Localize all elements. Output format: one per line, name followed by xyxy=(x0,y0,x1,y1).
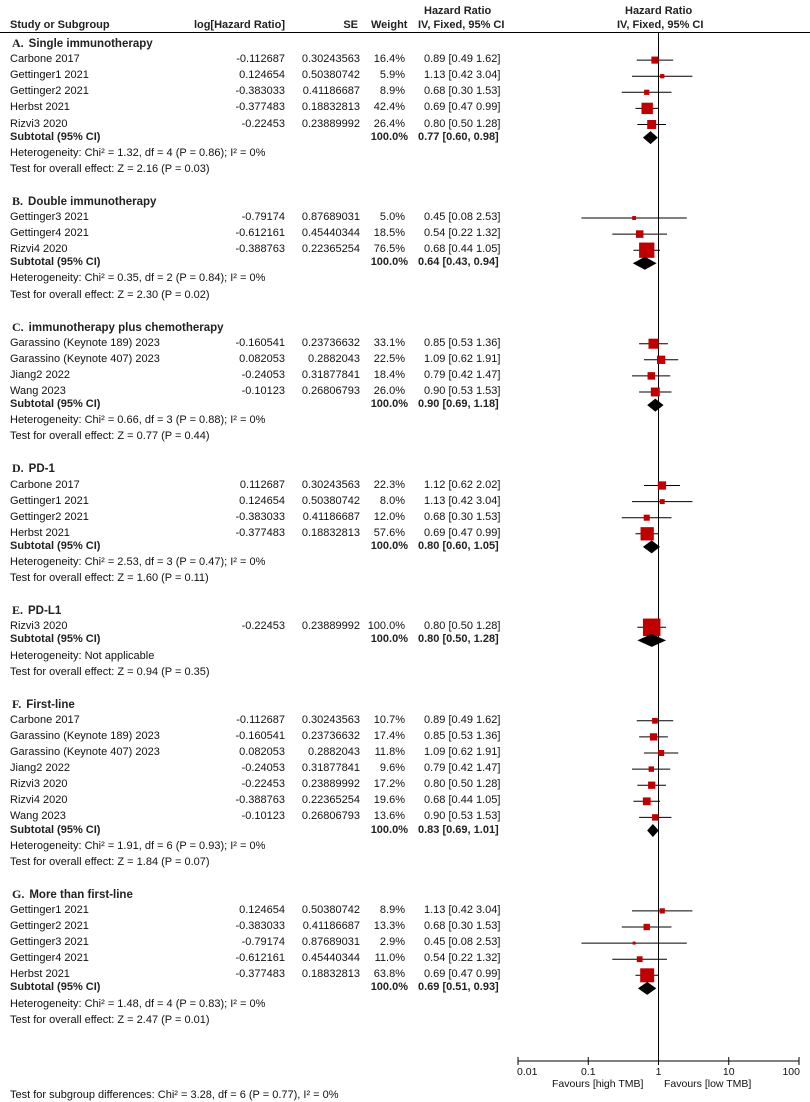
study-hr-ci: 0.90 [0.53 1.53] xyxy=(424,385,501,397)
study-loghr: -0.612161 xyxy=(235,227,285,240)
study-name: Gettinger4 2021 xyxy=(10,227,89,240)
study-weight: 19.6% xyxy=(373,794,405,807)
study-name: Gettinger4 2021 xyxy=(10,952,89,965)
study-se: 0.41186687 xyxy=(302,510,360,523)
subtotal-label: Subtotal (95% CI) xyxy=(10,398,101,411)
study-name: Rizvi4 2020 xyxy=(10,794,68,807)
subgroup-name: PD-1 xyxy=(28,463,55,476)
study-loghr: -0.383033 xyxy=(235,510,285,523)
study-loghr: -0.112687 xyxy=(236,53,285,66)
subtotal-weight: 100.0% xyxy=(370,823,408,836)
study-loghr: -0.22453 xyxy=(241,778,285,791)
study-name: Gettinger2 2021 xyxy=(10,920,89,932)
study-se: 0.2882043 xyxy=(308,352,360,365)
study-point xyxy=(660,908,665,913)
study-hr-ci: 0.68 [0.30 1.53] xyxy=(424,510,501,523)
study-loghr: -0.388763 xyxy=(235,243,285,256)
study-point xyxy=(651,57,658,64)
study-name: Carbone 2017 xyxy=(10,53,80,66)
study-se: 0.87689031 xyxy=(301,211,360,223)
subtotal-hr-ci: 0.80 [0.60, 1.05] xyxy=(418,539,499,552)
subgroup-letter: C. xyxy=(12,319,24,334)
study-point xyxy=(652,814,658,820)
x-tick-label: 100 xyxy=(782,1066,800,1078)
study-se: 0.31877841 xyxy=(301,368,360,381)
study-name: Carbone 2017 xyxy=(10,478,80,491)
study-weight: 2.9% xyxy=(379,936,405,949)
subgroup-letter: E. xyxy=(12,603,24,618)
subtotal-label: Subtotal (95% CI) xyxy=(10,823,101,836)
study-loghr: -0.10123 xyxy=(241,810,285,823)
study-weight: 5.9% xyxy=(379,69,405,82)
favours-left-label: Favours [high TMB] xyxy=(552,1078,644,1090)
study-se: 0.50380742 xyxy=(301,69,360,82)
header-weight: Weight xyxy=(371,19,408,31)
study-se: 0.23736632 xyxy=(301,336,360,349)
header-loghr: log[Hazard Ratio] xyxy=(193,19,285,31)
subtotal-hr-ci: 0.83 [0.69, 1.01] xyxy=(418,823,499,836)
study-point xyxy=(651,388,660,397)
study-name: Rizvi3 2020 xyxy=(10,620,68,633)
study-point xyxy=(643,797,651,805)
study-loghr: -0.24053 xyxy=(241,762,285,775)
study-se: 0.45440344 xyxy=(301,952,360,965)
study-weight: 18.4% xyxy=(373,368,405,381)
subgroup-name: More than first-line xyxy=(29,888,133,901)
study-se: 0.26806793 xyxy=(301,810,360,823)
study-weight: 42.4% xyxy=(373,101,405,114)
study-weight: 18.5% xyxy=(373,227,405,240)
study-weight: 11.8% xyxy=(374,746,405,758)
study-weight: 63.8% xyxy=(373,968,405,981)
study-loghr: -0.22453 xyxy=(241,117,285,130)
subtotal-weight: 100.0% xyxy=(370,130,408,143)
subtotal-hr-ci: 0.69 [0.51, 0.93] xyxy=(418,981,499,994)
study-loghr: 0.082053 xyxy=(239,352,285,365)
study-se: 0.22365254 xyxy=(301,794,360,807)
study-hr-ci: 0.80 [0.50 1.28] xyxy=(424,117,501,130)
subtotal-diamond xyxy=(643,540,660,553)
study-hr-ci: 0.45 [0.08 2.53] xyxy=(424,936,501,949)
study-se: 0.30243563 xyxy=(301,53,360,66)
study-loghr: -0.612161 xyxy=(235,952,285,965)
study-point xyxy=(652,718,658,724)
subtotal-diamond xyxy=(647,824,659,837)
study-weight: 8.9% xyxy=(379,85,405,98)
study-weight: 33.1% xyxy=(373,336,405,349)
study-loghr: -0.24053 xyxy=(241,368,285,381)
study-name: Rizvi4 2020 xyxy=(10,243,68,256)
study-name: Herbst 2021 xyxy=(10,101,70,114)
study-weight: 8.0% xyxy=(379,494,405,507)
study-loghr: -0.377483 xyxy=(235,101,285,114)
subtotal-hr-ci: 0.64 [0.43, 0.94] xyxy=(418,256,499,269)
subgroup-letter: B. xyxy=(12,193,24,208)
overall-effect-text: Test for overall effect: Z = 2.47 (P = 0.01) xyxy=(10,1013,210,1026)
study-name: Rizvi3 2020 xyxy=(10,778,68,791)
study-name: Garassino (Keynote 189) 2023 xyxy=(10,729,160,742)
study-weight: 9.6% xyxy=(379,762,405,775)
study-loghr: -0.79174 xyxy=(241,211,285,223)
subtotal-label: Subtotal (95% CI) xyxy=(10,539,101,552)
study-se: 0.50380742 xyxy=(301,494,360,507)
study-point xyxy=(660,499,665,504)
heterogeneity-text: Heterogeneity: Chi² = 2.53, df = 3 (P = 0.47); I² = 0% xyxy=(10,556,266,568)
subgroup-name: Single immunotherapy xyxy=(28,38,153,50)
heterogeneity-text: Heterogeneity: Not applicable xyxy=(10,649,155,662)
study-se: 0.41186687 xyxy=(302,85,360,98)
study-loghr: -0.377483 xyxy=(235,968,285,981)
subtotal-diamond xyxy=(637,634,666,647)
study-point xyxy=(644,924,650,930)
study-name: Gettinger3 2021 xyxy=(10,211,89,223)
study-se: 0.41186687 xyxy=(302,920,360,932)
study-point xyxy=(660,74,664,78)
study-hr-ci: 0.54 [0.22 1.32] xyxy=(424,227,501,240)
subtotal-diamond xyxy=(647,399,663,412)
heterogeneity-text: Heterogeneity: Chi² = 1.91, df = 6 (P = 0.93); I² = 0% xyxy=(10,839,266,852)
x-tick-label: 0.1 xyxy=(580,1066,596,1078)
study-name: Garassino (Keynote 189) 2023 xyxy=(10,336,160,349)
study-hr-ci: 0.79 [0.42 1.47] xyxy=(424,368,501,381)
study-se: 0.18832813 xyxy=(301,526,360,539)
overall-effect-text: Test for overall effect: Z = 2.30 (P = 0.02) xyxy=(10,288,210,301)
study-loghr: 0.082053 xyxy=(239,746,285,758)
study-loghr: -0.160541 xyxy=(235,729,285,742)
study-hr-ci: 0.79 [0.42 1.47] xyxy=(424,762,501,775)
study-hr-ci: 0.80 [0.50 1.28] xyxy=(424,778,501,791)
study-se: 0.18832813 xyxy=(301,968,360,981)
subgroup-letter: A. xyxy=(12,36,24,50)
study-se: 0.23736632 xyxy=(301,729,360,742)
subtotal-weight: 100.0% xyxy=(370,539,408,552)
study-se: 0.87689031 xyxy=(301,936,360,949)
study-point xyxy=(648,372,656,380)
subtotal-weight: 100.0% xyxy=(370,633,408,646)
study-hr-ci: 0.85 [0.53 1.36] xyxy=(424,729,501,742)
header-plot-line2: IV, Fixed, 95% CI xyxy=(617,19,704,31)
study-weight: 11.0% xyxy=(374,952,405,965)
study-loghr: 0.124654 xyxy=(239,903,285,916)
study-weight: 12.0% xyxy=(373,510,405,523)
study-point xyxy=(632,216,636,220)
study-weight: 26.0% xyxy=(373,385,405,397)
overall-effect-text: Test for overall effect: Z = 0.77 (P = 0.44) xyxy=(10,430,210,443)
subtotal-hr-ci: 0.80 [0.50, 1.28] xyxy=(418,633,499,646)
study-name: Garassino (Keynote 407) 2023 xyxy=(10,352,160,365)
study-point xyxy=(639,243,654,258)
study-hr-ci: 0.68 [0.30 1.53] xyxy=(424,85,501,98)
study-hr-ci: 1.09 [0.62 1.91] xyxy=(424,352,501,365)
study-se: 0.50380742 xyxy=(301,903,360,916)
study-hr-ci: 0.90 [0.53 1.53] xyxy=(424,810,501,823)
subgroup-name: Double immunotherapy xyxy=(28,195,157,208)
study-weight: 10.7% xyxy=(373,713,405,726)
study-loghr: -0.10123 xyxy=(241,385,285,397)
subgroup-letter: D. xyxy=(12,461,24,476)
study-point xyxy=(647,120,656,129)
study-point xyxy=(658,750,664,756)
study-point xyxy=(637,956,643,962)
study-loghr: 0.124654 xyxy=(239,494,285,507)
study-name: Gettinger2 2021 xyxy=(10,510,89,523)
study-name: Herbst 2021 xyxy=(10,526,70,539)
study-hr-ci: 1.13 [0.42 3.04] xyxy=(424,494,501,507)
favours-right-label: Favours [low TMB] xyxy=(664,1078,752,1090)
study-point xyxy=(649,339,659,349)
study-loghr: -0.383033 xyxy=(235,85,285,98)
subtotal-diamond xyxy=(643,131,658,144)
study-se: 0.23889992 xyxy=(301,620,360,633)
study-weight: 17.2% xyxy=(373,778,405,791)
study-hr-ci: 0.85 [0.53 1.36] xyxy=(424,336,501,349)
study-hr-ci: 1.13 [0.42 3.04] xyxy=(424,69,501,82)
header-study: Study or Subgroup xyxy=(10,19,110,31)
overall-effect-text: Test for overall effect: Z = 2.16 (P = 0.03) xyxy=(10,162,210,175)
study-name: Gettinger2 2021 xyxy=(10,85,89,98)
study-weight: 17.4% xyxy=(373,729,405,742)
subtotal-weight: 100.0% xyxy=(370,256,408,269)
study-hr-ci: 0.68 [0.30 1.53] xyxy=(424,920,501,932)
study-se: 0.18832813 xyxy=(301,101,360,114)
study-name: Herbst 2021 xyxy=(10,968,70,981)
study-point xyxy=(649,766,654,771)
study-se: 0.26806793 xyxy=(301,385,360,397)
subtotal-diamond xyxy=(633,257,657,270)
study-point xyxy=(636,230,644,238)
study-hr-ci: 0.89 [0.49 1.62] xyxy=(424,713,501,726)
study-name: Jiang2 2022 xyxy=(10,368,70,381)
study-weight: 22.3% xyxy=(373,478,405,491)
study-hr-ci: 0.68 [0.44 1.05] xyxy=(424,794,501,807)
study-name: Garassino (Keynote 407) 2023 xyxy=(10,746,160,758)
subgroup-letter: F. xyxy=(12,696,22,711)
subgroup-name: PD-L1 xyxy=(28,605,62,618)
study-weight: 13.3% xyxy=(373,920,405,932)
study-name: Gettinger1 2021 xyxy=(10,69,89,82)
overall-effect-text: Test for overall effect: Z = 1.84 (P = 0.07) xyxy=(10,855,210,868)
study-name: Gettinger1 2021 xyxy=(10,494,89,507)
study-se: 0.22365254 xyxy=(301,243,360,256)
study-hr-ci: 0.80 [0.50 1.28] xyxy=(424,620,501,633)
study-name: Wang 2023 xyxy=(10,810,66,823)
heterogeneity-text: Heterogeneity: Chi² = 1.32, df = 4 (P = 0.86); I² = 0% xyxy=(10,146,266,159)
study-loghr: -0.112687 xyxy=(236,713,285,726)
study-hr-ci: 0.69 [0.47 0.99] xyxy=(424,526,501,539)
study-loghr: -0.388763 xyxy=(235,794,285,807)
subtotal-label: Subtotal (95% CI) xyxy=(10,256,101,269)
study-loghr: 0.124654 xyxy=(239,69,285,82)
study-se: 0.45440344 xyxy=(301,227,360,240)
header-se: SE xyxy=(343,19,358,31)
x-tick-label: 1 xyxy=(655,1066,662,1078)
subgroup-name: immunotherapy plus chemotherapy xyxy=(28,321,224,334)
study-weight: 26.4% xyxy=(373,117,405,130)
heterogeneity-text: Heterogeneity: Chi² = 1.48, df = 4 (P = 0.83); I² = 0% xyxy=(10,997,266,1010)
header-plot-line1: Hazard Ratio xyxy=(625,5,693,17)
study-loghr: -0.79174 xyxy=(241,936,285,949)
overall-effect-text: Test for overall effect: Z = 0.94 (P = 0.35) xyxy=(10,665,210,678)
subtotal-hr-ci: 0.77 [0.60, 0.98] xyxy=(418,130,499,143)
study-point xyxy=(650,733,657,740)
header-hr-line1: Hazard Ratio xyxy=(424,5,492,17)
study-point xyxy=(644,90,649,95)
subgroup-differences-test: Test for subgroup differences: Chi² = 3.28, df = 6 (P = 0.77), I² = 0% xyxy=(10,1089,339,1101)
overall-effect-text: Test for overall effect: Z = 1.60 (P = 0.11) xyxy=(10,572,209,585)
study-loghr: -0.383033 xyxy=(235,920,285,932)
study-loghr: -0.22453 xyxy=(241,620,285,633)
study-se: 0.30243563 xyxy=(301,713,360,726)
study-weight: 5.0% xyxy=(379,211,405,223)
subgroup-letter: G. xyxy=(12,886,25,901)
study-point xyxy=(644,515,650,521)
header-hr-line2: IV, Fixed, 95% CI xyxy=(418,19,505,31)
subtotal-label: Subtotal (95% CI) xyxy=(10,633,101,646)
study-loghr: -0.377483 xyxy=(235,526,285,539)
study-se: 0.2882043 xyxy=(308,746,360,758)
study-name: Gettinger3 2021 xyxy=(10,936,89,949)
study-name: Rizvi3 2020 xyxy=(10,117,68,130)
study-point xyxy=(641,103,652,114)
study-weight: 22.5% xyxy=(373,352,405,365)
study-loghr: 0.112687 xyxy=(239,478,285,491)
study-hr-ci: 1.12 [0.62 2.02] xyxy=(424,478,501,491)
study-weight: 8.9% xyxy=(379,903,405,916)
x-tick-label: 10 xyxy=(722,1066,735,1078)
subtotal-hr-ci: 0.90 [0.69, 1.18] xyxy=(418,398,499,411)
study-hr-ci: 0.45 [0.08 2.53] xyxy=(424,211,501,223)
study-point xyxy=(657,356,665,364)
study-hr-ci: 0.54 [0.22 1.32] xyxy=(424,952,501,965)
study-hr-ci: 0.69 [0.47 0.99] xyxy=(424,968,501,981)
subtotal-label: Subtotal (95% CI) xyxy=(10,130,101,143)
heterogeneity-text: Heterogeneity: Chi² = 0.35, df = 2 (P = 0.84); I² = 0% xyxy=(10,272,266,285)
study-point xyxy=(640,968,654,982)
study-point xyxy=(633,942,636,945)
study-weight: 100.0% xyxy=(367,620,405,633)
study-point xyxy=(658,481,666,489)
study-point xyxy=(643,619,661,637)
study-hr-ci: 1.13 [0.42 3.04] xyxy=(424,903,501,916)
study-weight: 13.6% xyxy=(373,810,405,823)
subtotal-weight: 100.0% xyxy=(370,398,408,411)
study-point xyxy=(641,527,654,540)
study-loghr: -0.160541 xyxy=(235,336,285,349)
study-se: 0.23889992 xyxy=(301,778,360,791)
study-weight: 57.6% xyxy=(373,526,405,539)
subtotal-label: Subtotal (95% CI) xyxy=(10,981,101,994)
study-name: Jiang2 2022 xyxy=(10,762,70,775)
study-name: Gettinger1 2021 xyxy=(10,903,89,916)
heterogeneity-text: Heterogeneity: Chi² = 0.66, df = 3 (P = 0.88); I² = 0% xyxy=(10,414,266,427)
study-hr-ci: 1.09 [0.62 1.91] xyxy=(424,746,501,758)
study-weight: 76.5% xyxy=(373,243,405,256)
study-name: Carbone 2017 xyxy=(10,713,80,726)
x-tick-label: 0.01 xyxy=(517,1066,538,1078)
study-hr-ci: 0.68 [0.44 1.05] xyxy=(424,243,501,256)
study-hr-ci: 0.69 [0.47 0.99] xyxy=(424,101,501,114)
subtotal-weight: 100.0% xyxy=(370,981,408,994)
study-weight: 16.4% xyxy=(373,53,405,66)
study-se: 0.23889992 xyxy=(301,117,360,130)
study-se: 0.31877841 xyxy=(301,762,360,775)
study-hr-ci: 0.89 [0.49 1.62] xyxy=(424,53,501,66)
subgroup-name: First-line xyxy=(26,698,75,711)
subtotal-diamond xyxy=(638,982,656,995)
study-name: Wang 2023 xyxy=(10,385,66,397)
study-point xyxy=(648,782,655,789)
study-se: 0.30243563 xyxy=(301,478,360,491)
